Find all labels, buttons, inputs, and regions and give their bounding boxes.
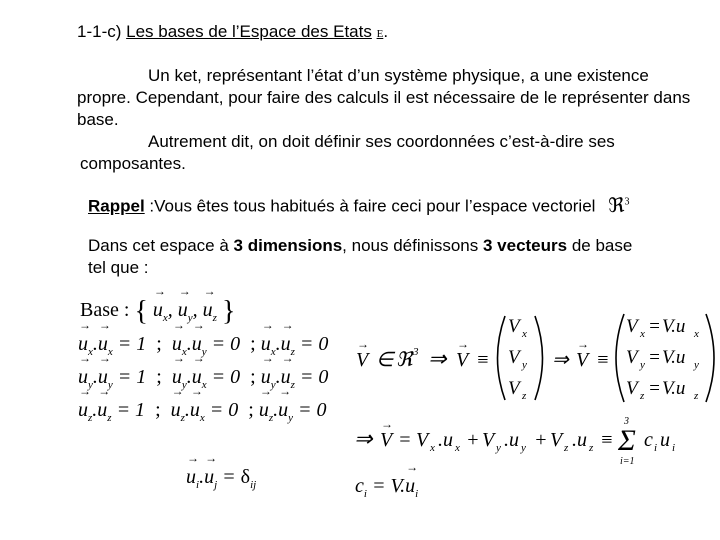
svg-text:≡: ≡ xyxy=(596,349,610,371)
intro-line-5: composantes. xyxy=(80,154,186,173)
ortho-row-z: → $u_z.\to u_z = 1$ ; → $u_z.\to u_x = 0$ ; → $u_z.\to u_y = 0$ xyxy=(78,399,327,424)
svg-text:y: y xyxy=(496,442,501,454)
svg-text:V: V xyxy=(380,429,393,451)
svg-text:y: y xyxy=(640,359,645,371)
component-formula: $c_i = V.\to u_i$ xyxy=(355,475,418,500)
svg-text:ℜ: ℜ xyxy=(396,349,413,371)
svg-text:V.u: V.u xyxy=(662,316,686,337)
rappel-line xyxy=(88,191,629,218)
svg-text:V: V xyxy=(626,347,638,368)
svg-text:=: = xyxy=(398,429,412,451)
svg-text:x: x xyxy=(694,328,699,340)
dims-line-1: Dans cet espace à 3 dimensions, nous définissons 3 vecteurs de base xyxy=(88,236,633,255)
svg-text:V: V xyxy=(356,349,369,371)
svg-text:→: → xyxy=(357,337,369,351)
ortho-row-x: → $u_x.\to u_x = 1$ ; → $u_x.\to u_y = 0$ ; → $u_x.\to u_z = 0$ xyxy=(78,333,328,358)
svg-text:u: u xyxy=(660,429,670,451)
base-definition: Base : { → $u_x$, → $u_y$, → $u_z$ } xyxy=(80,296,235,328)
svg-text:x: x xyxy=(455,442,460,454)
svg-text:⇒: ⇒ xyxy=(552,349,569,371)
svg-text:V: V xyxy=(550,429,563,451)
svg-text:z: z xyxy=(522,390,527,402)
svg-text:V: V xyxy=(626,316,638,337)
svg-text:x: x xyxy=(522,328,527,340)
svg-text:3: 3 xyxy=(413,346,419,358)
rappel-label: Rappel xyxy=(88,196,145,216)
svg-text:V: V xyxy=(508,316,520,337)
rappel-space: ℜ$^3$ xyxy=(608,194,630,217)
svg-text:c: c xyxy=(644,429,653,451)
svg-text:x: x xyxy=(430,442,435,454)
section-title: Les bases de l’Espace des Etats xyxy=(126,22,372,41)
intro-line-4: Autrement dit, on doit définir ses coordonnées c’est-à-dire ses xyxy=(148,132,615,151)
vector-components-equation xyxy=(350,308,720,418)
intro-line-3: base. xyxy=(77,110,119,129)
svg-text:V.u: V.u xyxy=(662,378,686,399)
svg-text:y: y xyxy=(694,359,699,371)
svg-text:→: → xyxy=(457,337,469,351)
svg-text:V: V xyxy=(576,349,589,371)
svg-text:=: = xyxy=(648,347,661,368)
svg-text:3: 3 xyxy=(624,416,629,427)
svg-text:z: z xyxy=(589,442,594,454)
svg-text:y: y xyxy=(521,442,526,454)
svg-text:V: V xyxy=(508,378,520,399)
svg-text:V: V xyxy=(482,429,495,451)
svg-text:≡: ≡ xyxy=(476,349,490,371)
svg-text:V.u: V.u xyxy=(662,347,686,368)
ortho-row-y: → $u_y.\to u_y = 1$ ; → $u_y.\to u_x = 0$ ; → $u_y.\to u_z = 0$ xyxy=(78,366,328,391)
svg-text:i=1: i=1 xyxy=(620,456,635,467)
svg-text:z: z xyxy=(694,390,699,402)
svg-text:i: i xyxy=(672,442,676,454)
svg-text:z: z xyxy=(564,442,569,454)
svg-text:=: = xyxy=(648,316,661,337)
svg-text:Σ: Σ xyxy=(618,424,636,457)
svg-text:→: → xyxy=(381,417,393,431)
svg-text:⇒: ⇒ xyxy=(428,346,447,371)
svg-text:V: V xyxy=(508,347,520,368)
svg-text:x: x xyxy=(640,328,645,340)
svg-text:y: y xyxy=(522,359,527,371)
section-heading xyxy=(77,21,388,45)
intro-line-1: Un ket, représentant l’état d’un système physique, a une existence xyxy=(148,66,649,85)
dims-line-2: tel que : xyxy=(88,258,149,277)
svg-text:.u: .u xyxy=(572,429,587,451)
space-symbol: E xyxy=(376,28,384,40)
svg-text:.u: .u xyxy=(504,429,519,451)
intro-line-2: propre. Cependant, pour faire des calculs il est nécessaire de le représenter dans xyxy=(77,88,691,107)
title-period: . xyxy=(383,22,389,41)
rappel-text: :Vous êtes tous habitués à faire ceci pour l’espace vectoriel xyxy=(144,196,596,216)
svg-text:+: + xyxy=(466,429,480,451)
svg-text:.u: .u xyxy=(438,429,453,451)
svg-text:∈: ∈ xyxy=(376,349,394,371)
svg-text:=: = xyxy=(648,378,661,399)
kronecker-relation: → $u_i.\to u_j = \delta_{ij}$ xyxy=(186,466,256,491)
svg-text:⇒: ⇒ xyxy=(354,426,373,451)
svg-text:≡: ≡ xyxy=(600,429,614,451)
svg-text:z: z xyxy=(640,390,645,402)
svg-text:→: → xyxy=(577,337,589,351)
svg-text:V: V xyxy=(456,349,469,371)
svg-text:i: i xyxy=(654,442,658,454)
svg-text:+: + xyxy=(534,429,548,451)
svg-text:V: V xyxy=(416,429,429,451)
svg-text:V: V xyxy=(626,378,638,399)
section-number: 1-1-c) xyxy=(77,22,122,41)
